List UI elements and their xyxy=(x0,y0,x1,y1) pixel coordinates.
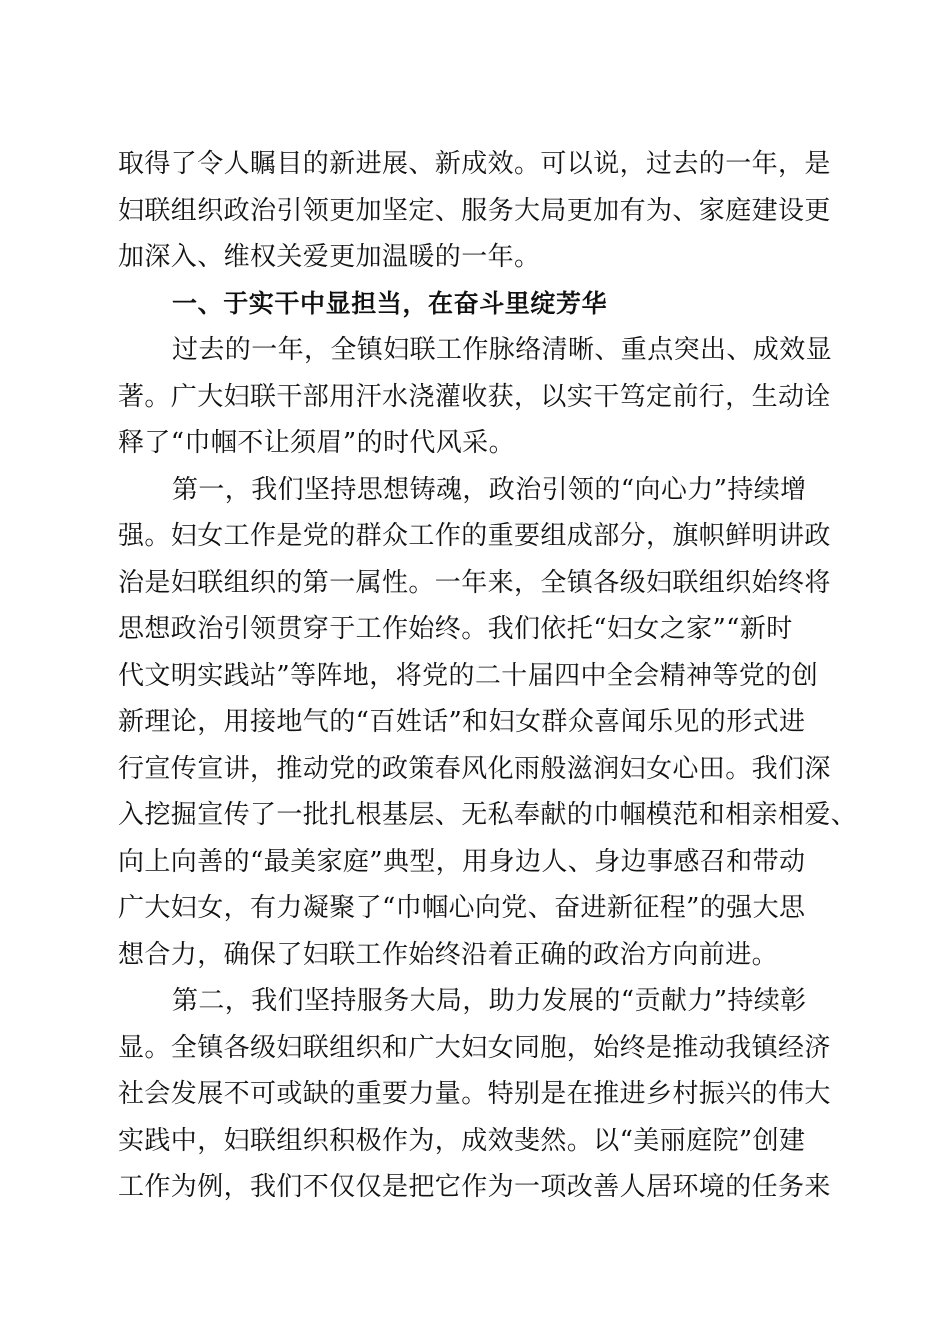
text-line-2: 妇联组织政治引领更加坚定、服务大局更加有为、家庭建设更 xyxy=(118,196,831,226)
text-line-11: 思想政治引领贯穿于工作始终。我们依托“妇女之家”“新时 xyxy=(118,614,793,644)
text-line-22: 实践中，妇联组织积极作为，成效斐然。以“美丽庭院”创建 xyxy=(118,1126,806,1156)
text-line-20: 显。全镇各级妇联组织和广大妇女同胞，始终是推动我镇经济 xyxy=(118,1033,831,1063)
text-line-16: 向上向善的“最美家庭”典型，用身边人、身边事感召和带动 xyxy=(118,847,806,877)
text-line-19: 第二，我们坚持服务大局，助力发展的“贡献力”持续彰 xyxy=(172,986,807,1016)
text-line-23: 工作为例，我们不仅仅是把它作为一项改善人居环境的任务来 xyxy=(118,1172,831,1202)
text-line-14: 行宣传宣讲，推动党的政策春风化雨般滋润妇女心田。我们深 xyxy=(118,754,831,784)
text-line-8: 第一，我们坚持思想铸魂，政治引领的“向心力”持续增 xyxy=(172,475,807,505)
text-line-18: 想合力，确保了妇联工作始终沿着正确的政治方向前进。 xyxy=(118,940,779,970)
text-line-6: 著。广大妇联干部用汗水浇灌收获，以实干笃定前行，生动诠 xyxy=(118,382,831,412)
text-line-5: 过去的一年，全镇妇联工作脉络清晰、重点突出、成效显 xyxy=(172,335,833,365)
text-line-17: 广大妇女，有力凝聚了“巾帼心向党、奋进新征程”的强大思 xyxy=(118,893,806,923)
text-line-1: 取得了令人瞩目的新进展、新成效。可以说，过去的一年，是 xyxy=(118,149,831,179)
text-line-7: 释了“巾帼不让须眉”的时代风采。 xyxy=(118,428,515,458)
text-line-15: 入挖掘宣传了一批扎根基层、无私奉献的巾帼模范和相亲相爱、 xyxy=(118,800,858,830)
text-line-3: 加深入、维权关爱更加温暖的一年。 xyxy=(118,242,541,272)
section-heading: 一、于实干中显担当，在奋斗里绽芳华 xyxy=(172,289,608,318)
text-line-12: 代文明实践站”等阵地，将党的二十届四中全会精神等党的创 xyxy=(118,661,819,691)
text-line-10: 治是妇联组织的第一属性。一年来，全镇各级妇联组织始终将 xyxy=(118,568,831,598)
text-line-13: 新理论，用接地气的“百姓话”和妇女群众喜闻乐见的形式进 xyxy=(118,707,806,737)
text-line-21: 社会发展不可或缺的重要力量。特别是在推进乡村振兴的伟大 xyxy=(118,1079,831,1109)
text-line-9: 强。妇女工作是党的群众工作的重要组成部分，旗帜鲜明讲政 xyxy=(118,521,831,551)
